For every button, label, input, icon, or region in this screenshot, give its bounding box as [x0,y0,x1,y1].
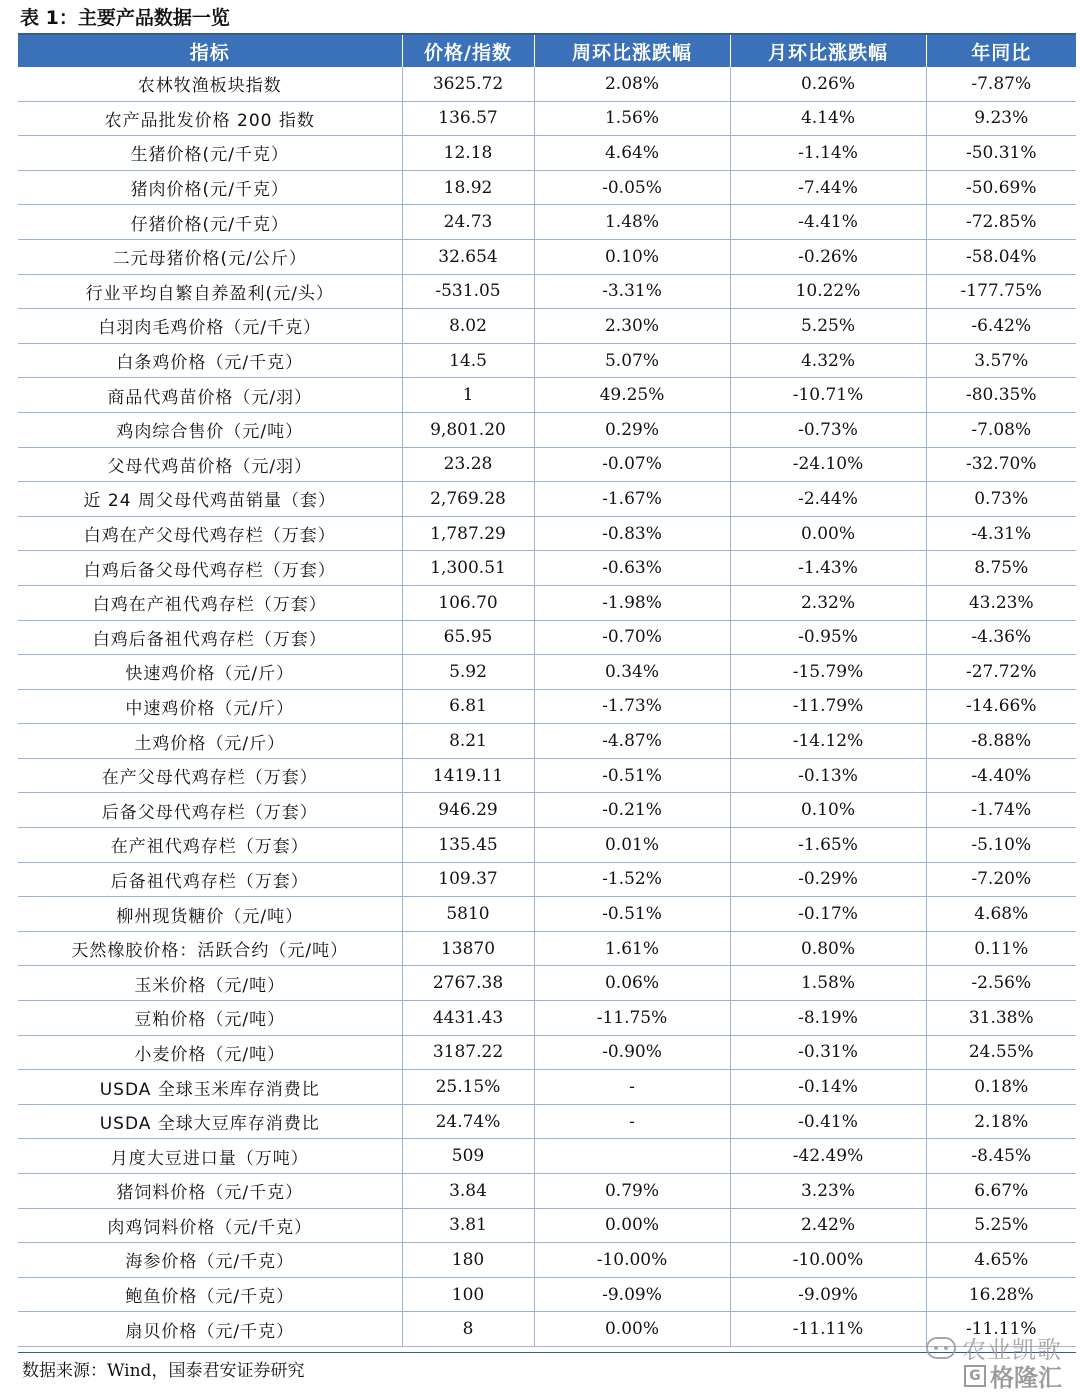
table-row [18,931,1076,966]
cell-yoy: 4.65% [926,1243,1076,1278]
bottom-rule [18,1352,1076,1353]
cell-yoy: -177.75% [926,274,1076,309]
table-row [18,516,1076,551]
cell-yoy: 4.68% [926,897,1076,932]
cell-weekly-change: 0.10% [534,239,730,274]
cell-weekly-change: -0.51% [534,897,730,932]
table-row [18,1070,1076,1105]
cell-yoy: 3.57% [926,343,1076,378]
cell-yoy: -4.31% [926,516,1076,551]
cell-weekly-change: 0.79% [534,1174,730,1209]
cell-weekly-change: - [534,1104,730,1139]
cell-indicator: 白鸡后备祖代鸡存栏（万套） [18,620,402,655]
header-row [18,35,1076,67]
cell-indicator: 后备父母代鸡存栏（万套） [18,793,402,828]
cell-monthly-change: -0.17% [730,897,926,932]
cell-weekly-change: -11.75% [534,1001,730,1036]
cell-price: 136.57 [402,101,534,136]
cell-price: 9,801.20 [402,412,534,447]
cell-yoy: -7.20% [926,862,1076,897]
watermark [926,1330,1062,1392]
cell-monthly-change: 10.22% [730,274,926,309]
cell-weekly-change: -10.00% [534,1243,730,1278]
cell-price: 23.28 [402,447,534,482]
cell-indicator: 鲍鱼价格（元/千克） [18,1277,402,1312]
cell-monthly-change: -0.14% [730,1070,926,1105]
cell-weekly-change: 4.64% [534,136,730,171]
cell-monthly-change: -4.41% [730,205,926,240]
cell-weekly-change: 1.56% [534,101,730,136]
cell-monthly-change: -2.44% [730,482,926,517]
cell-indicator: 二元母猪价格(元/公斤） [18,239,402,274]
cell-price: 106.70 [402,585,534,620]
column-header-indicator: 指标 [18,35,402,67]
table-row [18,724,1076,759]
data-table [18,35,1076,1347]
cell-yoy: 24.55% [926,1035,1076,1070]
cell-weekly-change: -0.83% [534,516,730,551]
cell-indicator: 在产父母代鸡存栏（万套） [18,758,402,793]
table-row [18,1104,1076,1139]
table-row [18,412,1076,447]
cell-weekly-change: -0.05% [534,170,730,205]
cell-monthly-change: -11.79% [730,689,926,724]
cell-yoy: -4.36% [926,620,1076,655]
cell-yoy: 8.75% [926,551,1076,586]
cell-weekly-change: - [534,1070,730,1105]
cell-indicator: USDA 全球玉米库存消费比 [18,1070,402,1105]
table-row [18,205,1076,240]
cell-monthly-change: -1.43% [730,551,926,586]
cell-weekly-change: 5.07% [534,343,730,378]
cell-yoy: -32.70% [926,447,1076,482]
cell-monthly-change: -0.26% [730,239,926,274]
table-row [18,1243,1076,1278]
cell-weekly-change: -0.51% [534,758,730,793]
cell-yoy: -50.69% [926,170,1076,205]
cell-indicator: 扇贝价格（元/千克） [18,1312,402,1347]
cell-yoy: -7.87% [926,67,1076,101]
table-row [18,1001,1076,1036]
cell-indicator: 仔猪价格(元/千克） [18,205,402,240]
table-row [18,239,1076,274]
cell-monthly-change: 5.25% [730,309,926,344]
table-row [18,689,1076,724]
cell-yoy: -1.74% [926,793,1076,828]
cell-yoy: -5.10% [926,828,1076,863]
cell-price: 3625.72 [402,67,534,101]
cell-monthly-change: -1.65% [730,828,926,863]
cell-monthly-change: 0.10% [730,793,926,828]
cell-weekly-change: -0.07% [534,447,730,482]
cell-indicator: 快速鸡价格（元/斤） [18,655,402,690]
cell-price: 3.84 [402,1174,534,1209]
cell-monthly-change: -0.95% [730,620,926,655]
cell-price: 109.37 [402,862,534,897]
table-row [18,585,1076,620]
cell-indicator: 柳州现货糖价（元/吨） [18,897,402,932]
cell-indicator: 父母代鸡苗价格（元/羽） [18,447,402,482]
cell-indicator: 白鸡在产父母代鸡存栏（万套） [18,516,402,551]
cell-weekly-change: 2.30% [534,309,730,344]
cell-weekly-change: 0.06% [534,966,730,1001]
cell-price: 4431.43 [402,1001,534,1036]
cell-indicator: 生猪价格(元/千克） [18,136,402,171]
cell-yoy: 0.11% [926,931,1076,966]
table-row [18,482,1076,517]
cell-price: 3187.22 [402,1035,534,1070]
cell-monthly-change: -8.19% [730,1001,926,1036]
cell-weekly-change: -0.70% [534,620,730,655]
cell-price: 24.74% [402,1104,534,1139]
cell-price: 32.654 [402,239,534,274]
table-row [18,343,1076,378]
table-row [18,447,1076,482]
cell-monthly-change: 0.00% [730,516,926,551]
cell-price: 1,300.51 [402,551,534,586]
cell-weekly-change [534,1139,730,1174]
column-header-price: 价格/指数 [402,35,534,67]
table-row [18,1139,1076,1174]
cell-indicator: 土鸡价格（元/斤） [18,724,402,759]
cell-weekly-change: -0.90% [534,1035,730,1070]
table-row [18,378,1076,413]
cell-yoy: -14.66% [926,689,1076,724]
cell-indicator: 行业平均自繁自养盈利(元/头） [18,274,402,309]
cell-yoy: 0.18% [926,1070,1076,1105]
cell-price: 946.29 [402,793,534,828]
cell-monthly-change: -1.14% [730,136,926,171]
cell-price: 1,787.29 [402,516,534,551]
cell-indicator: 小麦价格（元/吨） [18,1035,402,1070]
cell-yoy: 0.73% [926,482,1076,517]
cell-monthly-change: -24.10% [730,447,926,482]
cell-monthly-change: 2.32% [730,585,926,620]
table-row [18,897,1076,932]
cell-monthly-change: 3.23% [730,1174,926,1209]
cell-indicator: 海参价格（元/千克） [18,1243,402,1278]
table-row [18,309,1076,344]
cell-price: 65.95 [402,620,534,655]
cell-price: 180 [402,1243,534,1278]
cell-yoy: -27.72% [926,655,1076,690]
cell-yoy: 5.25% [926,1208,1076,1243]
table-row [18,655,1076,690]
cell-monthly-change: -0.31% [730,1035,926,1070]
table-body [18,67,1076,1346]
cell-price: -531.05 [402,274,534,309]
cell-weekly-change: 0.00% [534,1208,730,1243]
cell-weekly-change: -1.73% [534,689,730,724]
cell-monthly-change: 0.26% [730,67,926,101]
cell-price: 135.45 [402,828,534,863]
cell-indicator: 猪饲料价格（元/千克） [18,1174,402,1209]
cell-weekly-change: 0.00% [534,1312,730,1347]
cell-price: 24.73 [402,205,534,240]
table-row [18,170,1076,205]
table-row [18,758,1076,793]
cell-monthly-change: 1.58% [730,966,926,1001]
cell-monthly-change: -9.09% [730,1277,926,1312]
cell-monthly-change: -0.29% [730,862,926,897]
cell-indicator: 后备祖代鸡存栏（万套） [18,862,402,897]
cell-weekly-change: 0.29% [534,412,730,447]
cell-monthly-change: 4.14% [730,101,926,136]
column-header-yoy: 年同比 [926,35,1076,67]
cell-price: 18.92 [402,170,534,205]
cell-price: 509 [402,1139,534,1174]
table-row [18,1035,1076,1070]
cell-indicator: 白鸡后备父母代鸡存栏（万套） [18,551,402,586]
cell-yoy: -8.88% [926,724,1076,759]
cell-weekly-change: -4.87% [534,724,730,759]
cell-price: 5810 [402,897,534,932]
cell-monthly-change: -10.71% [730,378,926,413]
cell-monthly-change: -14.12% [730,724,926,759]
cell-indicator: 肉鸡饲料价格（元/千克） [18,1208,402,1243]
cell-monthly-change: 4.32% [730,343,926,378]
gelonghui-logo-icon: G [964,1365,986,1387]
watermark-brand [964,1358,1062,1393]
cell-indicator: 天然橡胶价格：活跃合约（元/吨） [18,931,402,966]
column-header-monthly-change: 月环比涨跌幅 [730,35,926,67]
cell-indicator: 农产品批发价格 200 指数 [18,101,402,136]
cell-price: 12.18 [402,136,534,171]
cell-indicator: USDA 全球大豆库存消费比 [18,1104,402,1139]
cell-weekly-change: 1.48% [534,205,730,240]
cell-indicator: 白鸡在产祖代鸡存栏（万套） [18,585,402,620]
table-row [18,862,1076,897]
cell-yoy: -50.31% [926,136,1076,171]
cell-price: 6.81 [402,689,534,724]
cell-monthly-change: -10.00% [730,1243,926,1278]
cell-price: 2767.38 [402,966,534,1001]
cell-yoy: -80.35% [926,378,1076,413]
table-row [18,966,1076,1001]
cell-price: 13870 [402,931,534,966]
cell-yoy: -4.40% [926,758,1076,793]
cell-indicator: 中速鸡价格（元/斤） [18,689,402,724]
cell-yoy: -11.11% [926,1312,1076,1347]
cell-yoy: 31.38% [926,1001,1076,1036]
cell-indicator: 在产祖代鸡存栏（万套） [18,828,402,863]
cell-weekly-change: 0.01% [534,828,730,863]
cell-weekly-change: 2.08% [534,67,730,101]
cell-price: 1 [402,378,534,413]
table-row [18,1277,1076,1312]
watermark-text: 农业凯歌 [962,1336,1062,1364]
cell-monthly-change: -0.13% [730,758,926,793]
table-row [18,274,1076,309]
table-row [18,136,1076,171]
table-title: 表 1：主要产品数据一览 [20,7,230,29]
cell-indicator: 商品代鸡苗价格（元/羽） [18,378,402,413]
cell-price: 8.02 [402,309,534,344]
cell-indicator: 猪肉价格(元/千克） [18,170,402,205]
cell-price: 3.81 [402,1208,534,1243]
cell-indicator: 农林牧渔板块指数 [18,67,402,101]
table-row [18,1208,1076,1243]
cell-yoy: -58.04% [926,239,1076,274]
column-header-weekly-change: 周环比涨跌幅 [534,35,730,67]
cell-monthly-change: 0.80% [730,931,926,966]
table-row [18,101,1076,136]
cell-yoy: 6.67% [926,1174,1076,1209]
table-row [18,1312,1076,1347]
cell-weekly-change: 49.25% [534,378,730,413]
cell-yoy: 16.28% [926,1277,1076,1312]
cell-price: 25.15% [402,1070,534,1105]
cell-indicator: 玉米价格（元/吨） [18,966,402,1001]
cell-monthly-change: -42.49% [730,1139,926,1174]
cell-yoy: 9.23% [926,101,1076,136]
cell-indicator: 白羽肉毛鸡价格（元/千克） [18,309,402,344]
cell-weekly-change: 0.34% [534,655,730,690]
table-row [18,551,1076,586]
table-row [18,1174,1076,1209]
cell-weekly-change: -1.52% [534,862,730,897]
wechat-icon [926,1337,956,1359]
cell-price: 8.21 [402,724,534,759]
cell-price: 5.92 [402,655,534,690]
watermark-brand-text: 格隆汇 [990,1364,1062,1392]
cell-weekly-change: -3.31% [534,274,730,309]
cell-monthly-change: -15.79% [730,655,926,690]
cell-weekly-change: -1.67% [534,482,730,517]
source-note: 数据来源：Wind，国泰君安证券研究 [22,1361,305,1381]
cell-monthly-change: -7.44% [730,170,926,205]
cell-monthly-change: 2.42% [730,1208,926,1243]
cell-monthly-change: -0.73% [730,412,926,447]
cell-indicator: 月度大豆进口量（万吨） [18,1139,402,1174]
cell-weekly-change: -0.21% [534,793,730,828]
cell-weekly-change: 1.61% [534,931,730,966]
cell-price: 8 [402,1312,534,1347]
cell-indicator: 豆粕价格（元/吨） [18,1001,402,1036]
table-row [18,828,1076,863]
cell-price: 100 [402,1277,534,1312]
cell-yoy: -2.56% [926,966,1076,1001]
cell-price: 1419.11 [402,758,534,793]
cell-weekly-change: -0.63% [534,551,730,586]
table-row [18,67,1076,101]
cell-price: 14.5 [402,343,534,378]
cell-weekly-change: -9.09% [534,1277,730,1312]
cell-yoy: -6.42% [926,309,1076,344]
cell-indicator: 白条鸡价格（元/千克） [18,343,402,378]
cell-indicator: 近 24 周父母代鸡苗销量（套） [18,482,402,517]
cell-monthly-change: -11.11% [730,1312,926,1347]
cell-yoy: -8.45% [926,1139,1076,1174]
cell-weekly-change: -1.98% [534,585,730,620]
cell-monthly-change: -0.41% [730,1104,926,1139]
cell-indicator: 鸡肉综合售价（元/吨） [18,412,402,447]
cell-yoy: -7.08% [926,412,1076,447]
cell-yoy: -72.85% [926,205,1076,240]
table-row [18,793,1076,828]
cell-yoy: 2.18% [926,1104,1076,1139]
cell-yoy: 43.23% [926,585,1076,620]
cell-price: 2,769.28 [402,482,534,517]
table-row [18,620,1076,655]
